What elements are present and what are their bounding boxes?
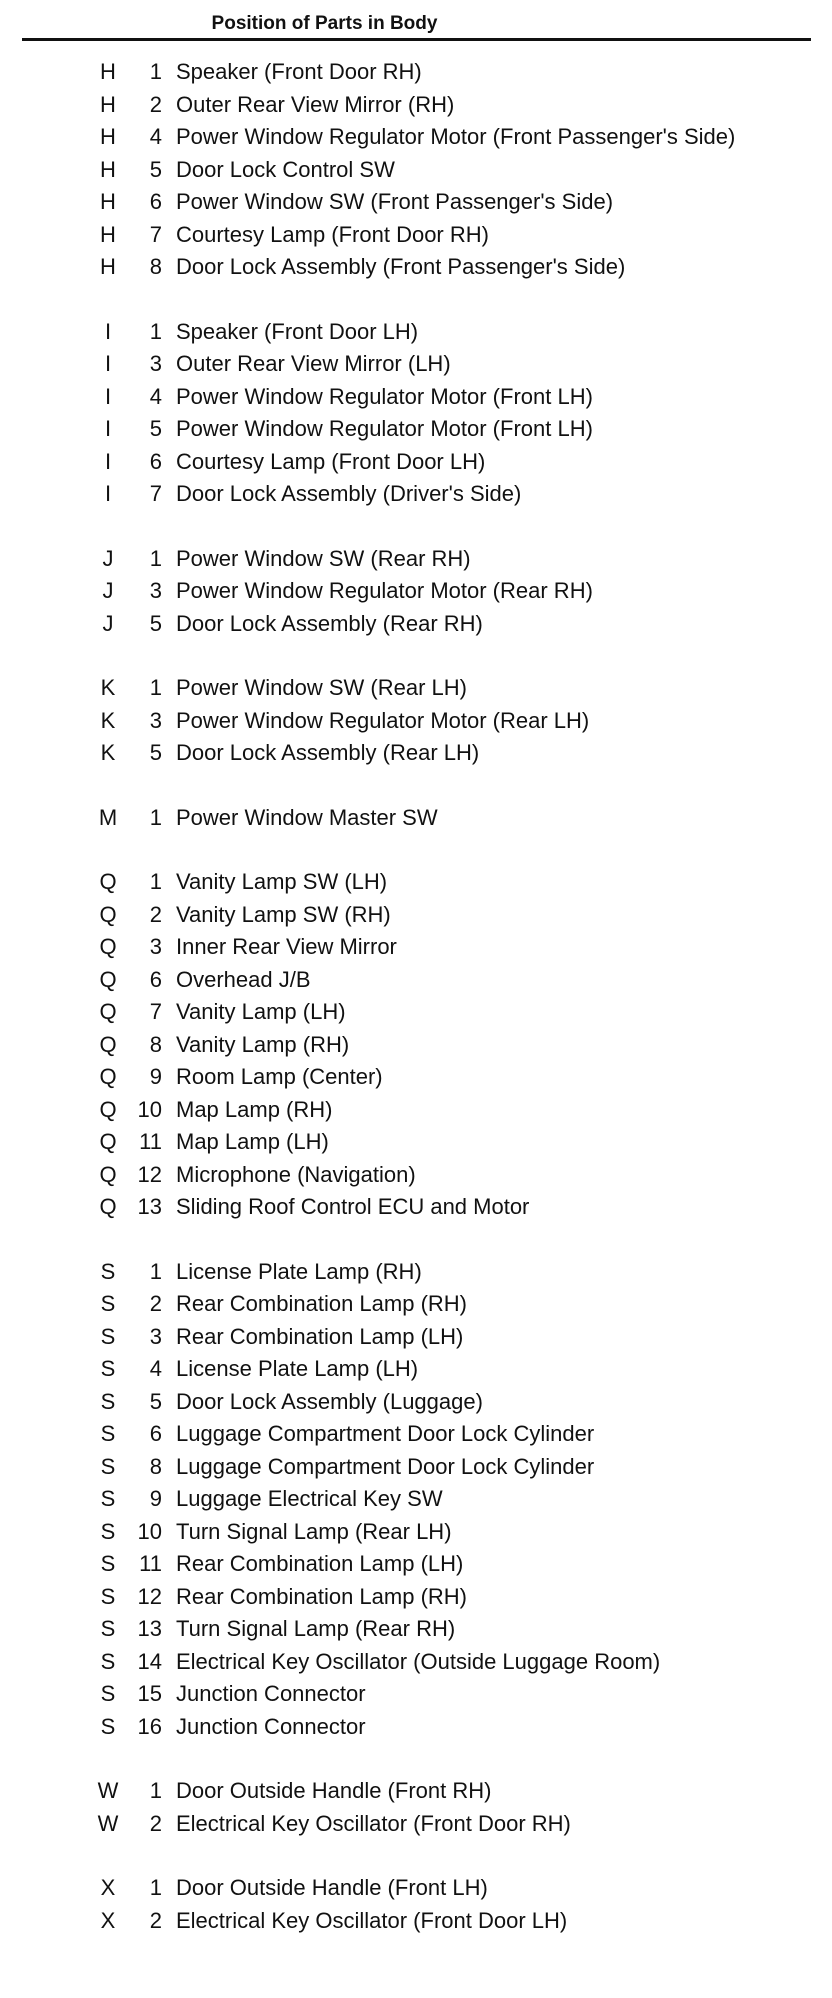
part-row [0,866,832,899]
part-description: Door Lock Assembly (Rear RH) [176,610,483,636]
page-title: Position of Parts in Body [211,13,438,34]
part-row [0,1256,832,1289]
part-number: 12 [137,1583,162,1609]
part-location-code: H [100,156,116,182]
part-location-code: S [100,1681,116,1706]
part-row [0,1516,832,1549]
part-row [0,543,832,576]
part-description: Rear Combination Lamp (LH) [176,1323,464,1349]
part-row [0,1159,832,1192]
part-number: 8 [149,1453,162,1479]
part-number: 4 [149,1356,162,1381]
part-description: Courtesy Lamp (Front Door RH) [176,221,489,247]
part-row [0,186,832,219]
part-group-h [0,56,832,284]
part-location-code: S [100,1648,116,1674]
part-number: 13 [137,1616,162,1641]
part-number: 11 [139,1129,162,1154]
part-group-x [0,1872,832,1937]
part-description: Power Window Master SW [176,804,438,830]
part-row [0,1711,832,1744]
part-number: 9 [149,1486,162,1511]
part-number: 8 [149,1031,162,1057]
part-location-code: I [104,448,112,474]
part-location-code: S [100,1518,116,1544]
part-location-code: H [100,189,116,214]
part-description: Map Lamp (RH) [176,1096,333,1122]
part-row [0,1126,832,1159]
part-row [0,996,832,1029]
part-description: Electrical Key Oscillator (Front Door LH) [176,1907,568,1933]
part-description: Turn Signal Lamp (Rear RH) [176,1616,456,1641]
part-number: 5 [149,740,162,765]
part-row [0,1905,832,1938]
part-number: 15 [137,1681,162,1706]
part-description: Electrical Key Oscillator (Outside Luggage Room) [176,1648,661,1674]
part-description: Vanity Lamp (RH) [176,1031,350,1057]
part-location-code: I [104,383,112,409]
part-description: Power Window Regulator Motor (Front Passenger's Side) [176,124,736,149]
part-row [0,899,832,932]
part-location-code: S [100,1583,116,1609]
part-location-code: I [104,318,112,344]
part-row [0,1353,832,1386]
part-number: 7 [149,221,162,247]
part-row [0,1613,832,1646]
part-row [0,1483,832,1516]
part-number: 1 [149,675,162,700]
part-row [0,1581,832,1614]
part-location-code: H [100,124,116,149]
part-row [0,1061,832,1094]
part-location-code: S [100,1421,116,1446]
part-description: Room Lamp (Center) [176,1064,383,1089]
part-row [0,1775,832,1808]
part-location-code: J [102,545,114,571]
part-description: Map Lamp (LH) [176,1129,329,1154]
part-row [0,348,832,381]
part-number: 12 [137,1161,162,1187]
part-row [0,1288,832,1321]
part-group-m [0,802,832,835]
part-number: 3 [149,351,162,376]
part-location-code: J [102,610,114,636]
part-row [0,1808,832,1841]
part-description: Rear Combination Lamp (LH) [176,1551,464,1576]
part-number: 1 [149,59,162,84]
part-description: Power Window Regulator Motor (Front LH) [176,416,593,441]
part-number: 6 [149,189,162,214]
part-number: 1 [149,318,162,344]
part-number: 5 [149,416,162,441]
part-description: Door Outside Handle (Front RH) [176,1778,492,1803]
part-description: Power Window Regulator Motor (Rear RH) [176,578,593,603]
part-row [0,1678,832,1711]
part-number: 3 [149,578,162,603]
part-row [0,251,832,284]
part-location-code: Q [99,999,117,1024]
part-description: Vanity Lamp (LH) [176,999,346,1024]
part-row [0,1418,832,1451]
part-description: Vanity Lamp SW (RH) [176,901,391,927]
part-description: Luggage Compartment Door Lock Cylinder [176,1421,595,1446]
part-description: Rear Combination Lamp (RH) [176,1291,467,1316]
part-row [0,1872,832,1905]
part-location-code: S [100,1551,116,1576]
part-number: 4 [149,124,162,149]
part-number: 2 [149,1907,162,1933]
part-location-code: Q [99,1129,117,1154]
part-row [0,1321,832,1354]
part-row [0,121,832,154]
part-number: 2 [149,1810,162,1836]
part-description: Overhead J/B [176,966,311,992]
part-location-code: I [104,351,112,376]
part-description: Turn Signal Lamp (Rear LH) [176,1518,452,1544]
part-location-code: S [100,1616,116,1641]
part-row [0,478,832,511]
part-location-code: Q [99,1031,117,1057]
part-description: Door Lock Assembly (Rear LH) [176,740,480,765]
part-description: Door Lock Assembly (Front Passenger's Side) [176,254,626,279]
part-location-code: S [100,1291,116,1316]
part-group-j [0,543,832,641]
part-location-code: K [100,740,116,765]
part-number: 13 [137,1194,162,1219]
part-description: Speaker (Front Door RH) [176,59,422,84]
part-group-q [0,866,832,1224]
part-number: 6 [149,448,162,474]
part-number: 7 [149,999,162,1024]
part-description: Outer Rear View Mirror (LH) [176,351,451,376]
part-row [0,219,832,252]
part-number: 6 [149,966,162,992]
part-row [0,1548,832,1581]
part-row [0,1451,832,1484]
part-description: Power Window Regulator Motor (Front LH) [176,383,593,409]
part-description: Vanity Lamp SW (LH) [176,869,388,894]
part-location-code: I [104,416,112,441]
part-location-code: W [97,1810,119,1836]
part-location-code: Q [99,1161,117,1187]
part-description: Power Window SW (Front Passenger's Side) [176,189,614,214]
part-row [0,1191,832,1224]
part-description: Luggage Electrical Key SW [176,1486,443,1511]
parts-list [0,56,832,1969]
part-location-code: Q [99,1194,117,1219]
part-number: 5 [149,1388,162,1414]
part-number: 4 [149,383,162,409]
part-number: 1 [149,1258,162,1284]
part-location-code: K [100,707,116,733]
part-row [0,316,832,349]
part-location-code: S [100,1258,116,1284]
part-description: Sliding Roof Control ECU and Motor [176,1194,530,1219]
part-number: 10 [137,1518,162,1544]
part-location-code: H [100,91,116,117]
part-description: Junction Connector [176,1681,366,1706]
part-number: 3 [149,707,162,733]
part-number: 7 [149,481,162,506]
part-location-code: H [100,59,116,84]
part-description: Door Lock Assembly (Luggage) [176,1388,483,1414]
part-row [0,154,832,187]
part-description: License Plate Lamp (RH) [176,1258,422,1284]
part-location-code: S [100,1356,116,1381]
part-row [0,446,832,479]
part-description: Power Window Regulator Motor (Rear LH) [176,707,590,733]
part-row [0,1386,832,1419]
part-description: Courtesy Lamp (Front Door LH) [176,448,486,474]
part-location-code: S [100,1453,116,1479]
part-row [0,1029,832,1062]
part-description: License Plate Lamp (LH) [176,1356,419,1381]
part-location-code: Q [99,934,117,959]
part-location-code: H [100,254,116,279]
part-number: 1 [149,1778,162,1803]
part-description: Door Lock Assembly (Driver's Side) [176,481,522,506]
part-description: Rear Combination Lamp (RH) [176,1583,467,1609]
part-description: Inner Rear View Mirror [176,934,397,959]
part-location-code: Q [99,1096,117,1122]
part-row [0,608,832,641]
part-location-code: H [100,221,116,247]
part-location-code: S [100,1323,116,1349]
part-location-code: J [102,578,114,603]
part-description: Power Window SW (Rear RH) [176,545,471,571]
part-group-i [0,316,832,511]
part-description: Door Outside Handle (Front LH) [176,1875,488,1900]
part-row [0,381,832,414]
part-description: Luggage Compartment Door Lock Cylinder [176,1453,595,1479]
part-description: Door Lock Control SW [176,156,395,182]
part-row [0,737,832,770]
part-location-code: M [98,804,118,830]
part-number: 1 [149,545,162,571]
part-number: 1 [149,1875,162,1900]
part-location-code: Q [99,869,117,894]
part-location-code: Q [99,1064,117,1089]
title-divider [22,38,811,41]
part-row [0,56,832,89]
part-group-k [0,672,832,770]
part-location-code: I [104,481,112,506]
part-location-code: S [100,1713,116,1739]
part-number: 11 [139,1551,162,1576]
part-location-code: X [100,1875,116,1900]
part-row [0,802,832,835]
part-number: 1 [149,869,162,894]
part-location-code: Q [99,901,117,927]
part-number: 9 [149,1064,162,1089]
part-description: Microphone (Navigation) [176,1161,416,1187]
part-description: Outer Rear View Mirror (RH) [176,91,455,117]
part-number: 3 [149,1323,162,1349]
part-number: 8 [149,254,162,279]
part-group-s [0,1256,832,1744]
part-number: 6 [149,1421,162,1446]
part-row [0,964,832,997]
part-location-code: K [100,675,116,700]
part-number: 14 [137,1648,162,1674]
part-number: 10 [137,1096,162,1122]
part-number: 3 [149,934,162,959]
part-number: 5 [149,610,162,636]
part-number: 1 [149,804,162,830]
part-number: 2 [149,91,162,117]
part-description: Electrical Key Oscillator (Front Door RH) [176,1810,571,1836]
part-description: Speaker (Front Door LH) [176,318,419,344]
part-number: 2 [149,1291,162,1316]
part-description: Power Window SW (Rear LH) [176,675,467,700]
part-location-code: X [100,1907,116,1933]
part-row [0,89,832,122]
part-number: 16 [137,1713,162,1739]
part-row [0,575,832,608]
part-number: 5 [149,156,162,182]
part-location-code: S [100,1388,116,1414]
part-location-code: Q [99,966,117,992]
part-group-w [0,1775,832,1840]
part-location-code: S [100,1486,116,1511]
part-row [0,672,832,705]
part-row [0,1646,832,1679]
part-row [0,413,832,446]
part-description: Junction Connector [176,1713,366,1739]
part-row [0,1094,832,1127]
part-number: 2 [149,901,162,927]
part-row [0,705,832,738]
part-row [0,931,832,964]
part-location-code: W [97,1778,119,1803]
